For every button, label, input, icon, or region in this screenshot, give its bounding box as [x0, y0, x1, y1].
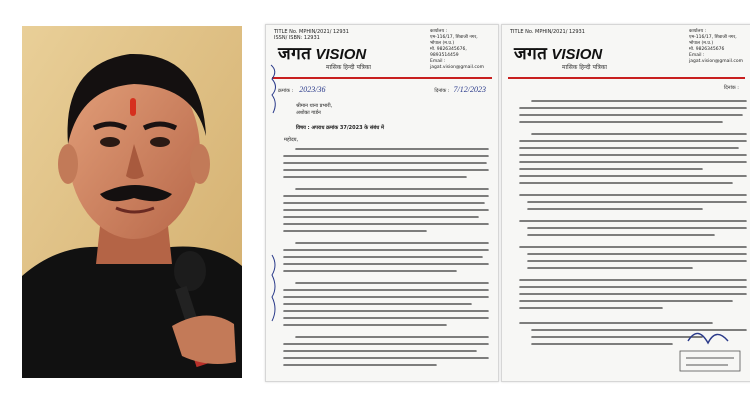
letter-salutation: महोदय, [284, 137, 299, 143]
date-label: दिनांक : [434, 88, 450, 94]
letter2-office-street: एम-116/17, शिवाजी नगर, [689, 35, 737, 40]
letter2-tagline: मासिक हिन्दी पत्रिका [562, 64, 607, 71]
office-phone: मो. 9826345676, 9893514459 [430, 47, 467, 58]
letterhead-document-2 [501, 24, 750, 382]
reference-value: 2023/36 [299, 85, 326, 94]
letter2-office-phone: मो. 9826345676 [689, 47, 725, 52]
logo-english: VISION [315, 46, 367, 63]
logo-hindi: जगत [278, 44, 312, 64]
letter-body-text [266, 25, 498, 381]
recipient-line-2: अशोका गार्डन [296, 110, 321, 116]
letter2-registration-number: TITLE No. MPHIN/2021/ 12931 [510, 29, 585, 35]
registration-number: TITLE No. MPHIN/2021/ 12931 [274, 29, 349, 35]
letter2-office-label: कार्यालय : [689, 29, 707, 34]
signature-scribble [688, 333, 728, 343]
letter-subject: विषय : अपराध क्रमांक 37/2023 के संबंध में [296, 125, 384, 131]
issn-number: ISSN/ ISBN: 12931 [274, 35, 320, 41]
letter2-body-text [502, 25, 750, 381]
official-stamp [680, 351, 740, 371]
portrait-illustration [22, 26, 242, 378]
letterhead-document-1 [265, 24, 499, 382]
date-value: 7/12/2023 [453, 85, 486, 94]
letter2-logo-hindi: जगत [514, 44, 548, 64]
letter2-office-email: Email : jagat.vision@gmail.com [689, 53, 743, 64]
recipient-line-1: श्रीमान थाना प्रभारी, [296, 103, 333, 109]
office-street: एम-116/17, शिवाजी नगर, [430, 35, 478, 40]
portrait-photo [22, 26, 242, 378]
publication-tagline: मासिक हिन्दी पत्रिका [326, 64, 371, 71]
office-email: Email : jagat.vision@gmail.com [430, 59, 484, 70]
office-label: कार्यालय : [430, 29, 448, 34]
letter2-office-city: भोपाल (म.प्र.) [689, 41, 714, 46]
reference-label: क्रमांक : [278, 88, 294, 94]
letter2-logo-english: VISION [551, 46, 603, 63]
letter2-date-label: दिनांक : [723, 85, 739, 91]
office-city: भोपाल (म.प्र.) [430, 41, 455, 46]
